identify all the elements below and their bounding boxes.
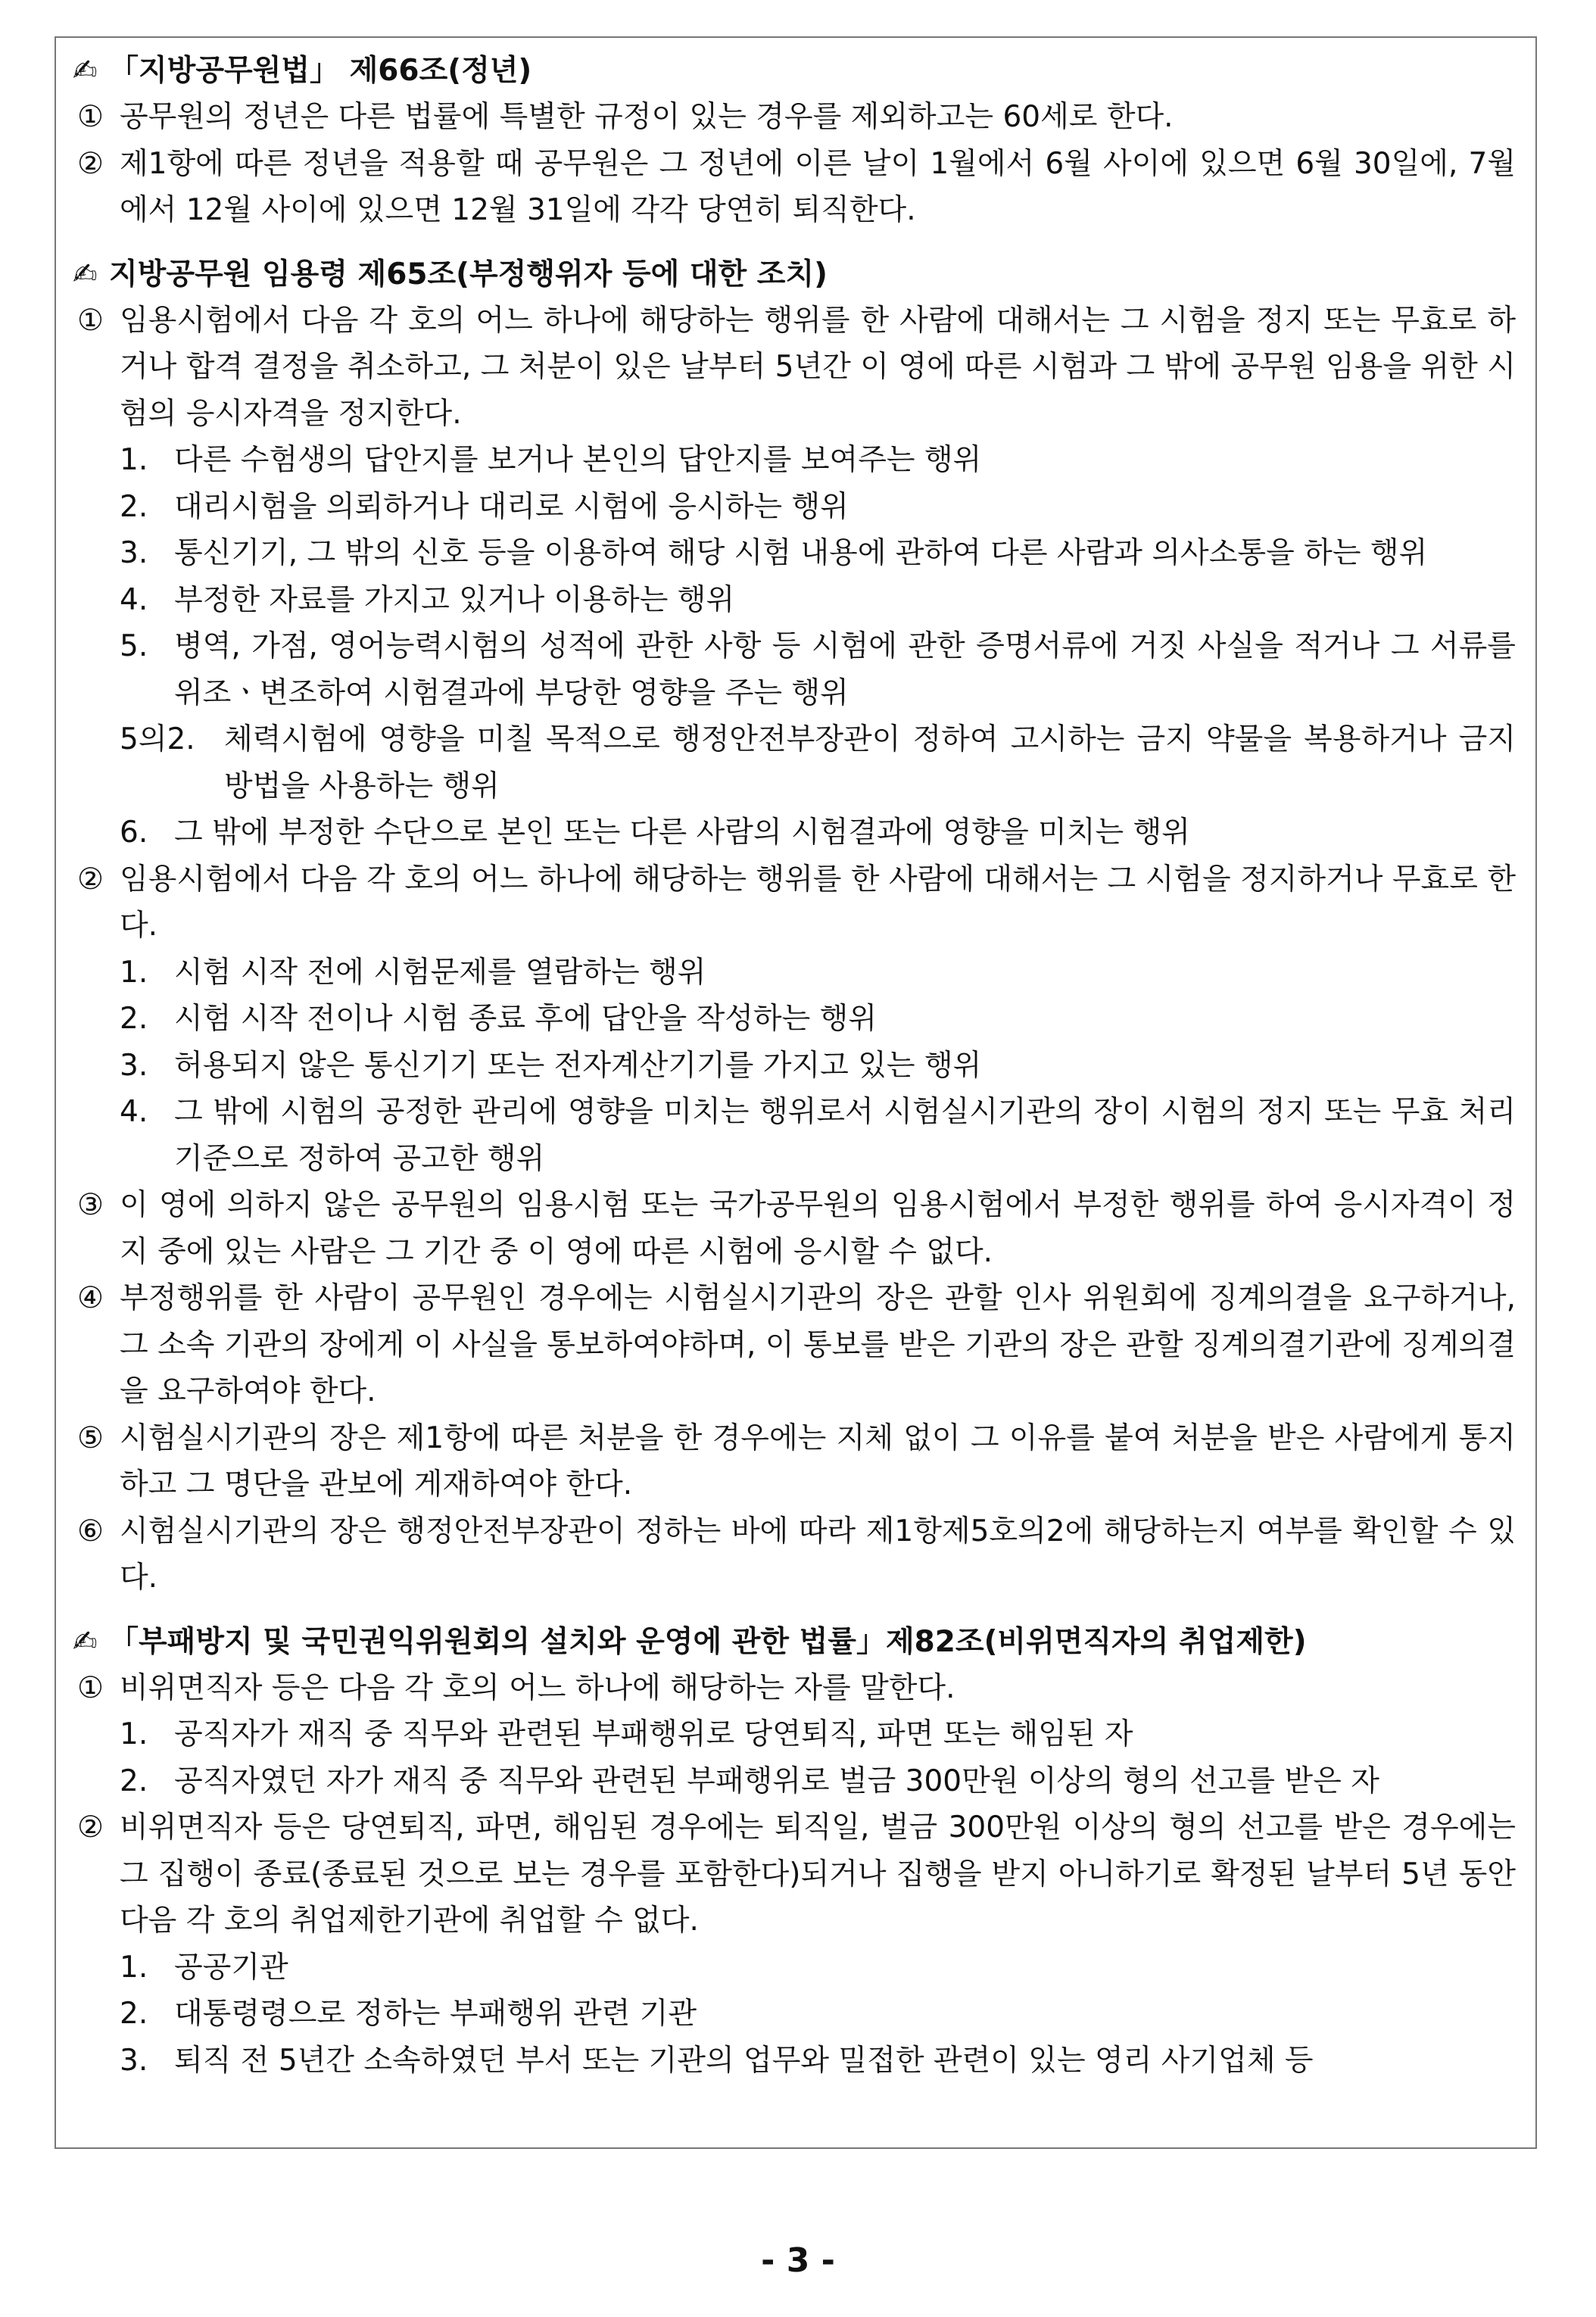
item-number: 5의2.: [120, 722, 195, 756]
list-item: [120, 950, 1516, 996]
list-item: [120, 577, 1516, 624]
item-text: 다른 수험생의 답안지를 보거나 본인의 답안지를 보여주는 행위: [174, 443, 982, 477]
item-number: 1.: [120, 955, 148, 990]
paragraph-text: 시험실시기관의 장은 행정안전부장관이 정하는 바에 따라 제1항제5호의2에 해당하는지 여부를 확인할 수 있다.: [120, 1514, 1516, 1595]
list-item: [120, 2038, 1516, 2085]
law-section: [73, 254, 1516, 1601]
law-title-text: 「지방공무원법」 제66조(정년): [109, 54, 532, 88]
paragraph-text: 부정행위를 한 사람이 공무원인 경우에는 시험실시기관의 장은 관할 인사 위원회에 징계의결을 요구하거나, 그 소속 기관의 장에게 이 사실을 통보하여야하며, 이 통보를 받은 기관의 장은 관할 징계의결기관에 징계의결을 요구하여야 한다.: [120, 1281, 1516, 1408]
paragraph-number: ①: [77, 303, 104, 338]
item-text: 공직자였던 자가 재직 중 직무와 관련된 부패행위로 벌금 300만원 이상의 형의 선고를 받은 자: [174, 1763, 1379, 1798]
paragraph-number: ①: [77, 100, 104, 134]
law-section: [73, 1621, 1516, 2085]
paragraph: [73, 1508, 1516, 1601]
item-number: 2.: [120, 1997, 148, 2031]
paragraph: [73, 298, 1516, 438]
list-item: [120, 1089, 1516, 1182]
paragraph: [73, 1804, 1516, 1944]
law-title: [73, 1621, 1516, 1665]
paragraph-number: ②: [77, 1810, 104, 1845]
law-section: [73, 50, 1516, 234]
item-text: 대리시험을 의뢰하거나 대리로 시험에 응시하는 행위: [174, 489, 849, 524]
paragraph-text: 임용시험에서 다음 각 호의 어느 하나에 해당하는 행위를 한 사람에 대해서는 그 시험을 정지 또는 무효로 하거나 합격 결정을 취소하고, 그 처분이 있은 날부터 5년간 이 영에 따른 시험과 그 밖에 공무원 임용을 위한 시험의 응시자격을 정지한다.: [120, 303, 1516, 431]
item-text: 병역, 가점, 영어능력시험의 성적에 관한 사항 등 시험에 관한 증명서류에 거짓 사실을 적거나 그 서류를 위조ㆍ변조하여 시험결과에 부당한 영향을 주는 행위: [174, 629, 1516, 710]
paragraph: [73, 856, 1516, 950]
item-text: 공공기관: [174, 1950, 288, 1985]
item-number: 1.: [120, 1950, 148, 1985]
item-text: 그 밖에 부정한 수단으로 본인 또는 다른 사람의 시험결과에 영향을 미치는 행위: [174, 815, 1190, 850]
paragraph-text: 시험실시기관의 장은 제1항에 따른 처분을 한 경우에는 지체 없이 그 이유를 붙여 처분을 받은 사람에게 통지하고 그 명단을 관보에 게재하여야 한다.: [120, 1420, 1516, 1502]
paragraph-number: ②: [77, 146, 104, 181]
list-item: [120, 1991, 1516, 2038]
item-text: 대통령령으로 정하는 부패행위 관련 기관: [174, 1997, 697, 2031]
paragraph-text: 비위면직자 등은 당연퇴직, 파면, 해임된 경우에는 퇴직일, 벌금 300만원 이상의 형의 선고를 받은 경우에는 그 집행이 종료(종료된 것으로 보는 경우를 포함한다)되거나 집행을 받지 아니하기로 확정된 날부터 5년 동안 다음 각 호의 취업제한기관에 취업할 수 없다.: [120, 1810, 1516, 1938]
list-item: [120, 623, 1516, 716]
item-text: 시험 시작 전이나 시험 종료 후에 답안을 작성하는 행위: [174, 1002, 877, 1036]
law-title-text: 지방공무원 임용령 제65조(부정행위자 등에 대한 조치): [109, 257, 828, 292]
item-number: 2.: [120, 1002, 148, 1036]
paragraph: [73, 1415, 1516, 1508]
item-number: 1.: [120, 443, 148, 477]
list-item: [120, 1043, 1516, 1090]
list-item: [120, 484, 1516, 531]
list-item: [120, 1758, 1516, 1805]
law-title-text: 「부패방지 및 국민권익위원회의 설치와 운영에 관한 법률」제82조(비위면직자의 취업제한): [109, 1624, 1307, 1659]
item-text: 허용되지 않은 통신기기 또는 전자계산기기를 가지고 있는 행위: [174, 1048, 982, 1083]
writing-hand-icon: ✍: [73, 54, 98, 88]
list-item: [120, 716, 1516, 809]
list-item: [120, 809, 1516, 856]
list-item: [120, 1711, 1516, 1758]
paragraph: [73, 94, 1516, 141]
item-number: 2.: [120, 1763, 148, 1798]
item-text: 그 밖에 시험의 공정한 관리에 영향을 미치는 행위로서 시험실시기관의 장이 시험의 정지 또는 무효 처리기준으로 정하여 공고한 행위: [174, 1095, 1516, 1176]
item-text: 부정한 자료를 가지고 있거나 이용하는 행위: [174, 582, 735, 617]
paragraph-number: ④: [77, 1281, 104, 1315]
list-item: [120, 996, 1516, 1043]
item-number: 4.: [120, 1095, 148, 1129]
list-item: [120, 530, 1516, 577]
paragraph-number: ⑤: [77, 1420, 104, 1455]
paragraph-text: 비위면직자 등은 다음 각 호의 어느 하나에 해당하는 자를 말한다.: [120, 1670, 955, 1705]
page-number: - 3 -: [761, 2241, 835, 2280]
writing-hand-icon: ✍: [73, 257, 98, 292]
item-text: 퇴직 전 5년간 소속하였던 부서 또는 기관의 업무와 밀접한 관련이 있는 영리 사기업체 등: [174, 2043, 1314, 2078]
item-text: 시험 시작 전에 시험문제를 열람하는 행위: [174, 955, 706, 990]
paragraph-number: ①: [77, 1670, 104, 1705]
paragraph-text: 공무원의 정년은 다른 법률에 특별한 규정이 있는 경우를 제외하고는 60세로 한다.: [120, 100, 1174, 134]
paragraph-text: 임용시험에서 다음 각 호의 어느 하나에 해당하는 행위를 한 사람에 대해서는 그 시험을 정지하거나 무효로 한다.: [120, 862, 1516, 943]
paragraph-number: ⑥: [77, 1514, 104, 1548]
item-text: 통신기기, 그 밖의 신호 등을 이용하여 해당 시험 내용에 관하여 다른 사람과 의사소통을 하는 행위: [174, 536, 1428, 570]
list-item: [120, 1944, 1516, 1991]
item-text: 체력시험에 영향을 미칠 목적으로 행정안전부장관이 정하여 고시하는 금지 약물을 복용하거나 금지방법을 사용하는 행위: [224, 722, 1516, 803]
item-number: 5.: [120, 629, 148, 663]
law-title: [73, 50, 1516, 94]
paragraph: [73, 1665, 1516, 1712]
writing-hand-icon: ✍: [73, 1624, 98, 1659]
item-number: 3.: [120, 2043, 148, 2078]
paragraph-text: 이 영에 의하지 않은 공무원의 임용시험 또는 국가공무원의 임용시험에서 부정한 행위를 하여 응시자격이 정지 중에 있는 사람은 그 기간 중 이 영에 따른 시험에 응시할 수 없다.: [120, 1188, 1516, 1269]
item-number: 2.: [120, 489, 148, 524]
law-list: [73, 50, 1516, 2084]
item-number: 1.: [120, 1717, 148, 1751]
paragraph-text: 제1항에 따른 정년을 적용할 때 공무원은 그 정년에 이른 날이 1월에서 6월 사이에 있으면 6월 30일에, 7월에서 12월 사이에 있으면 12월 31일에 각각 당연히 퇴직한다.: [120, 146, 1516, 227]
paragraph-number: ②: [77, 862, 104, 897]
item-number: 3.: [120, 536, 148, 570]
paragraph: [73, 1275, 1516, 1415]
item-number: 3.: [120, 1048, 148, 1083]
paragraph: [73, 1182, 1516, 1275]
law-title: [73, 254, 1516, 298]
paragraph-number: ③: [77, 1188, 104, 1222]
item-number: 6.: [120, 815, 148, 850]
item-text: 공직자가 재직 중 직무와 관련된 부패행위로 당연퇴직, 파면 또는 해임된 자: [174, 1717, 1133, 1751]
document-frame: [55, 36, 1537, 2149]
item-number: 4.: [120, 582, 148, 617]
list-item: [120, 437, 1516, 484]
paragraph: [73, 141, 1516, 234]
